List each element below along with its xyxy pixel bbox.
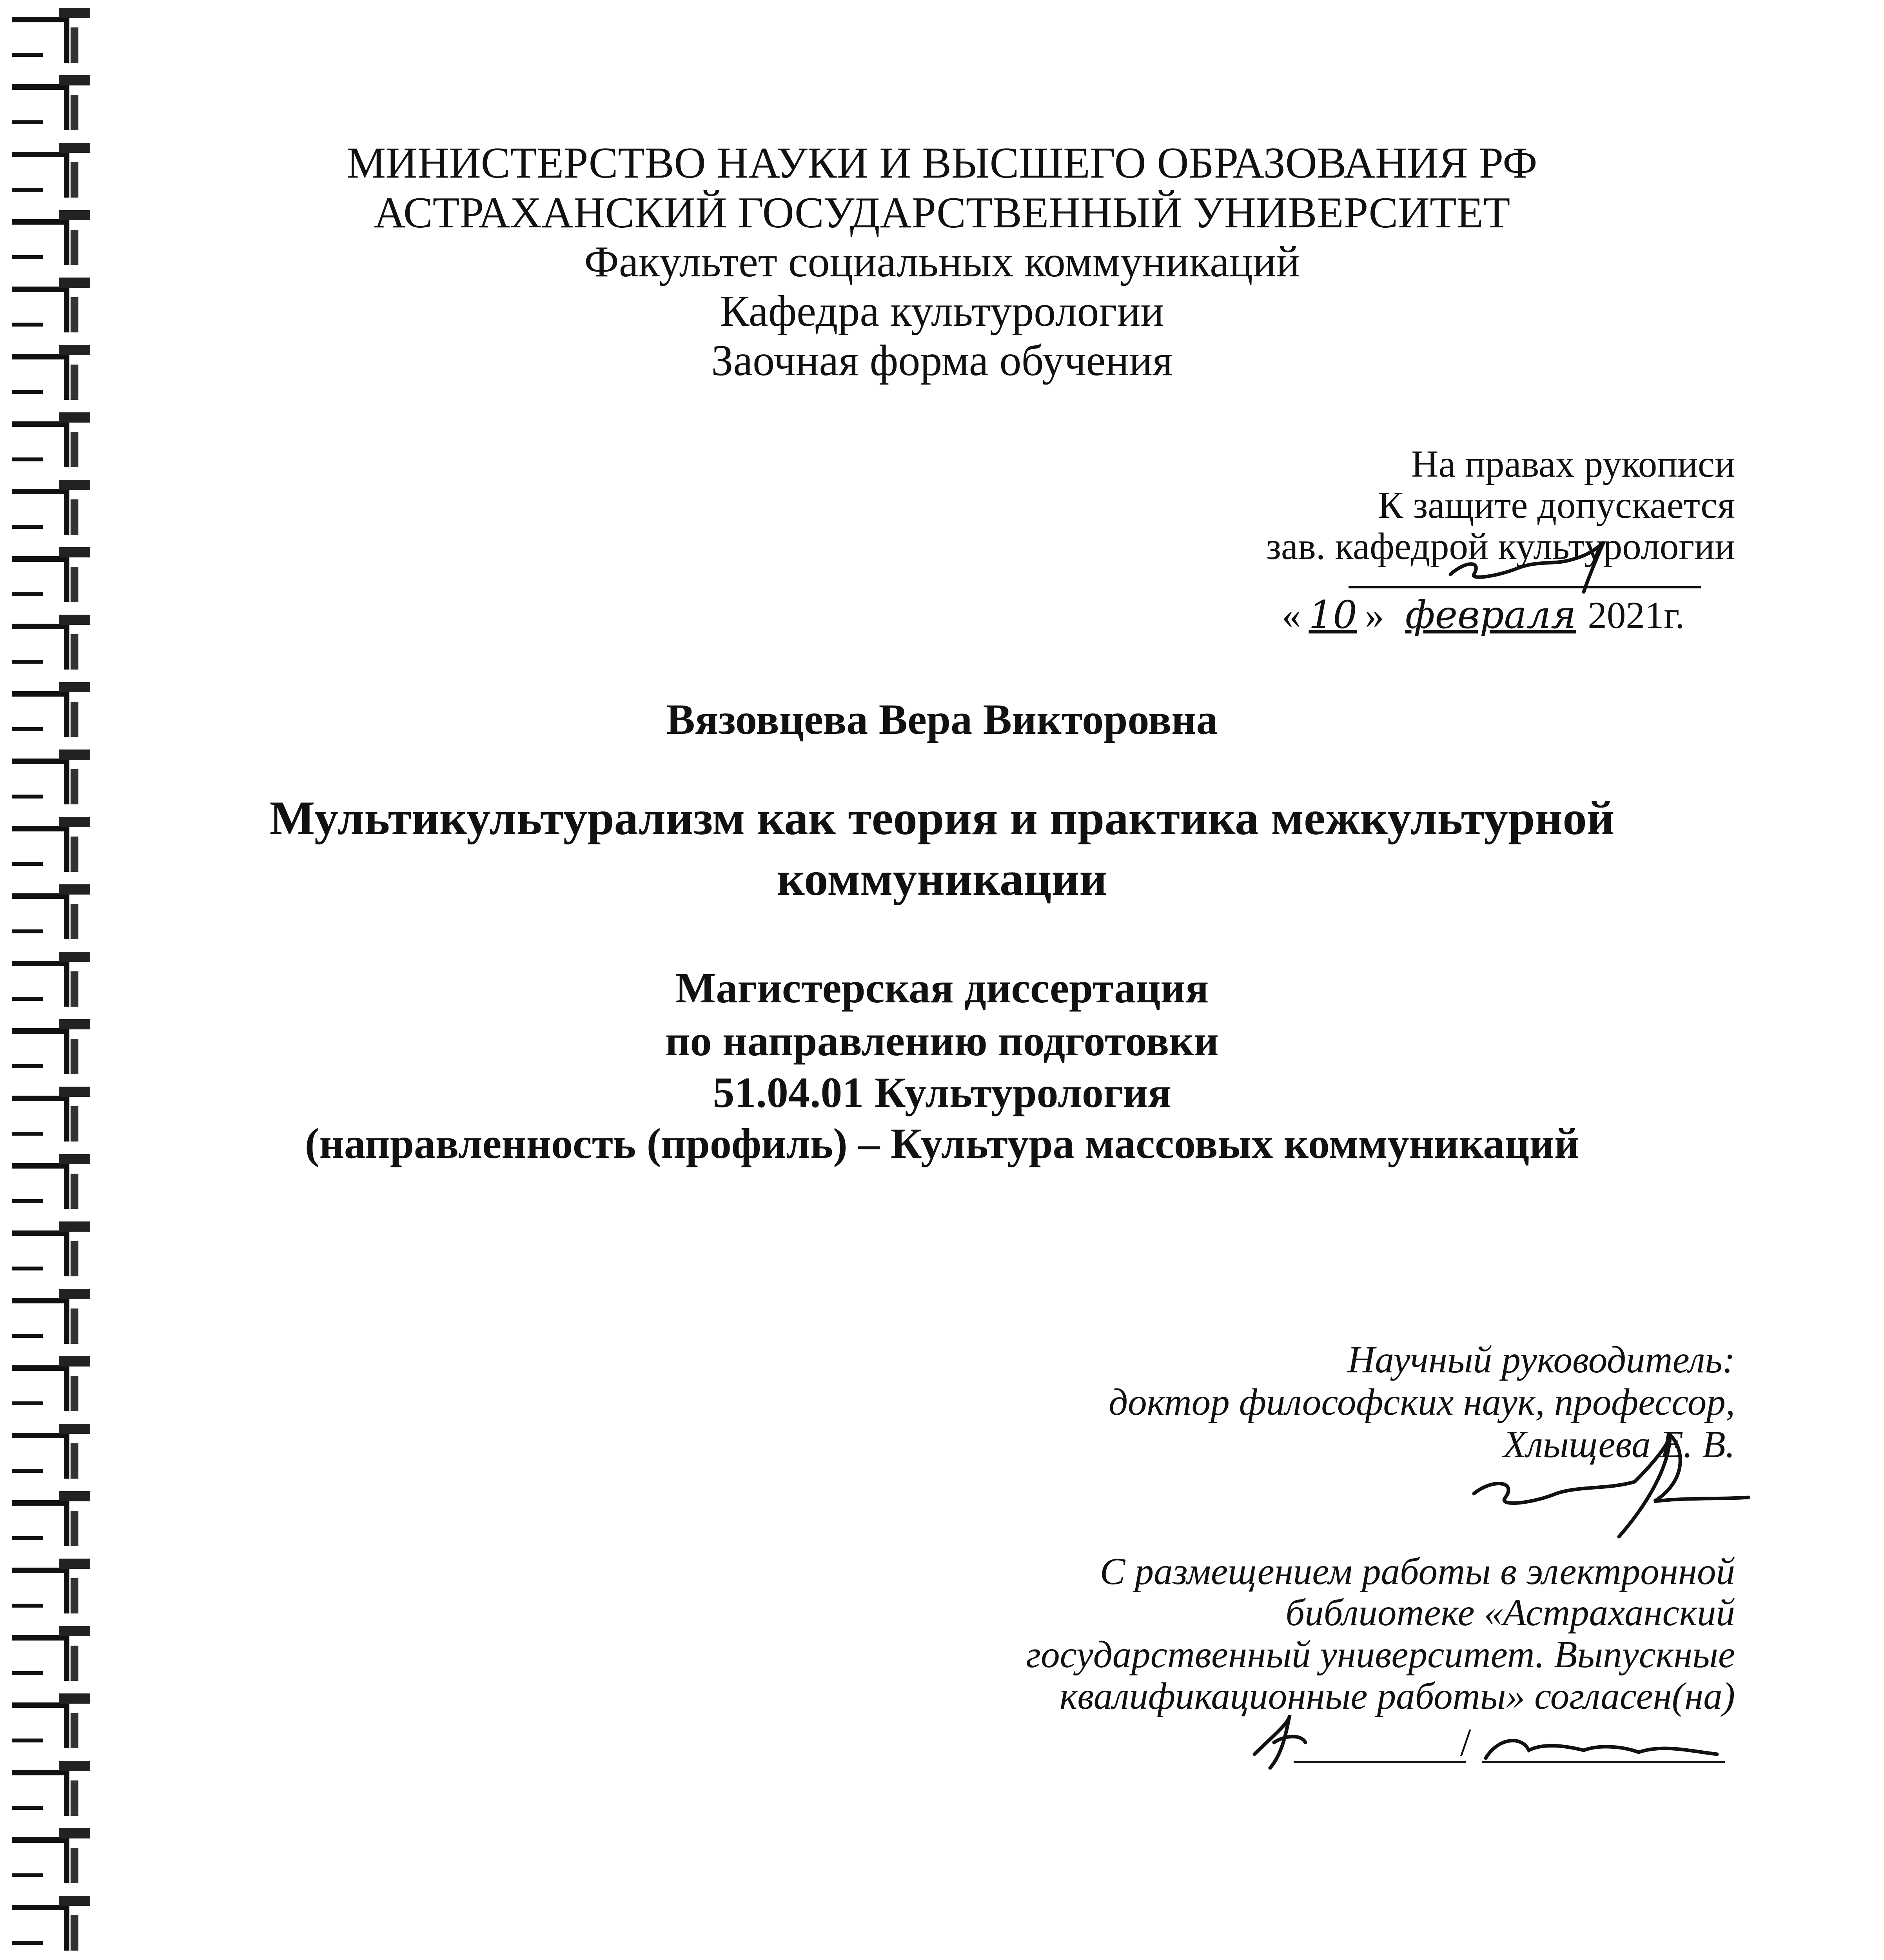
student-signature	[1247, 1707, 1733, 1774]
training-direction: по направлению подготовки	[665, 1017, 1219, 1065]
thesis-title-line1: Мультикультурализм как теория и практика межкультурной	[269, 791, 1615, 845]
binding-ring	[8, 611, 98, 677]
binding-ring	[8, 1218, 98, 1284]
consent-line2: библиотеке «Астраханский	[1285, 1592, 1735, 1633]
faculty-name: Факультет социальных коммуникаций	[584, 238, 1300, 286]
manuscript-rights: На правах рукописи	[1411, 443, 1735, 485]
date-day: 10	[1309, 593, 1357, 637]
approval-date	[1282, 593, 1685, 637]
binding-ring	[8, 543, 98, 610]
department-name: Кафедра культурологии	[720, 287, 1164, 336]
binding-ring	[8, 1690, 98, 1756]
binding-ring	[8, 408, 98, 475]
university-name: АСТРАХАНСКИЙ ГОСУДАРСТВЕННЫЙ УНИВЕРСИТЕТ	[374, 189, 1510, 237]
date-close-quote: »	[1365, 594, 1384, 636]
ministry-name: МИНИСТЕРСТВО НАУКИ И ВЫСШЕГО ОБРАЗОВАНИЯ РФ	[347, 139, 1537, 187]
date-year: 2021г.	[1588, 594, 1685, 636]
consent-line3: государственный университет. Выпускные	[1026, 1633, 1735, 1675]
binding-ring	[8, 1892, 98, 1958]
study-form: Заочная форма обучения	[711, 336, 1173, 385]
binding-ring	[8, 4, 98, 71]
specialty-code: 51.04.01 Культурология	[713, 1069, 1171, 1116]
department-head-signature	[1333, 537, 1709, 596]
binding-ring	[8, 1420, 98, 1486]
binding-ring	[8, 1285, 98, 1352]
date-open-quote: «	[1282, 594, 1301, 636]
date-month: февраля	[1405, 593, 1576, 637]
supervisor-degree: доктор философских наук, профессор,	[1109, 1381, 1735, 1423]
binding-ring	[8, 1555, 98, 1621]
consent-line4: квалификационные работы» согласен(на)	[1059, 1675, 1735, 1717]
supervisor-label: Научный руководитель:	[1347, 1339, 1735, 1381]
binding-ring	[8, 1487, 98, 1554]
supervisor-signature	[1450, 1419, 1756, 1544]
binding-ring	[8, 1757, 98, 1824]
signature-separator: /	[1460, 1720, 1471, 1764]
admission-note: К защите допускается	[1378, 484, 1735, 526]
binding-ring	[8, 1352, 98, 1419]
binding-ring	[8, 1622, 98, 1689]
work-type: Магистерская диссертация	[675, 964, 1209, 1012]
department-head-label: зав. кафедрой культурологии	[1266, 525, 1735, 567]
binding-ring	[8, 476, 98, 543]
supervisor-name: Хлыщева Е. В.	[1503, 1423, 1735, 1465]
thesis-title-line2: коммуникации	[777, 852, 1107, 906]
author-name: Вязовцева Вера Викторовна	[666, 695, 1218, 743]
binding-ring	[8, 1824, 98, 1891]
binding-ring	[8, 71, 98, 138]
consent-line1: С размещением работы в электронной	[1100, 1550, 1735, 1592]
specialty-profile: (направленность (профиль) – Культура массовых коммуникаций	[305, 1120, 1579, 1167]
